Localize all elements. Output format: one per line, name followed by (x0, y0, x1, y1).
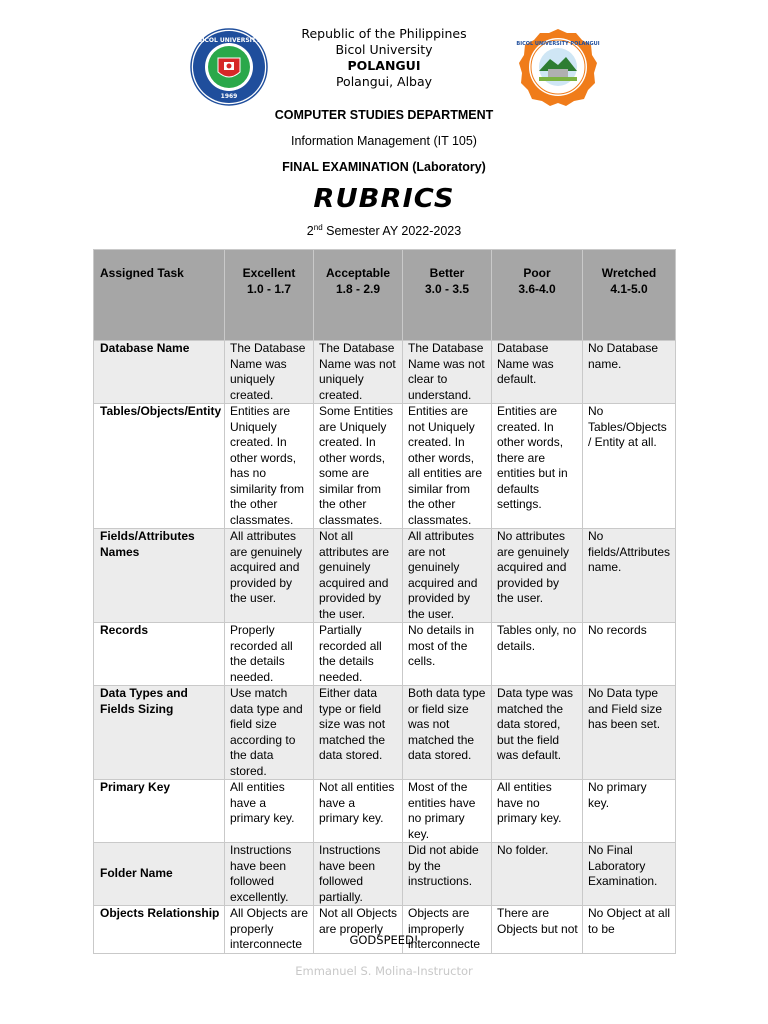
exam-title: FINAL EXAMINATION (Laboratory) (282, 160, 486, 174)
criteria-cell: Not all attributes are genuinely acquired and provided by the user. (314, 529, 403, 623)
criteria-cell: Most of the entities have no primary key. (403, 780, 492, 843)
criteria-cell: No primary key. (583, 780, 676, 843)
criteria-cell: No Tables/Objects / Entity at all. (583, 404, 676, 529)
criteria-cell: There are Objects but not (492, 906, 583, 954)
republic-line: Republic of the Philippines (301, 26, 467, 41)
department-title: COMPUTER STUDIES DEPARTMENT (274, 108, 494, 122)
criteria-cell: Not all entities have a primary key. (314, 780, 403, 843)
task-cell: Primary Key (94, 780, 225, 843)
criteria-cell: Instructions have been followed excellently. (225, 843, 314, 906)
criteria-cell: Both data type or field size was not matched the data stored. (403, 686, 492, 780)
criteria-cell: Instructions have been followed partially. (314, 843, 403, 906)
semester-line (0, 223, 768, 238)
criteria-cell: Use match data type and field size according to the data stored. (225, 686, 314, 780)
criteria-cell: No folder. (492, 843, 583, 906)
column-header-excellent: Excellent 1.0 - 1.7 (225, 250, 314, 341)
criteria-cell: No Database name. (583, 341, 676, 404)
task-cell: Folder Name (94, 843, 225, 906)
task-cell: Fields/Attributes Names (94, 529, 225, 623)
table-row (94, 341, 676, 404)
semester-suffix: nd (313, 223, 323, 232)
course-title: Information Management (IT 105) (291, 134, 477, 148)
svg-text:BICOL UNIVERSITY POLANGUI: BICOL UNIVERSITY POLANGUI (516, 41, 600, 47)
criteria-cell: Objects are improperly interconnecte (403, 906, 492, 954)
table-row (94, 404, 676, 529)
criteria-cell: The Database Name was uniquely created. (225, 341, 314, 404)
criteria-cell: Entities are Uniquely created. In other words, has no similarity from the other classmates. (225, 404, 314, 529)
task-cell: Database Name (94, 341, 225, 404)
criteria-cell: No Final Laboratory Examination. (583, 843, 676, 906)
criteria-cell: Some Entities are Uniquely created. In other words, some are similar from the other classmates. (314, 404, 403, 529)
instructor-footer: Emmanuel S. Molina-Instructor (295, 964, 473, 978)
closing-text: GODSPEED! (349, 933, 419, 947)
column-header-wretched: Wretched 4.1-5.0 (583, 250, 676, 341)
criteria-cell: Did not abide by the instructions. (403, 843, 492, 906)
criteria-cell: Properly recorded all the details needed. (225, 623, 314, 686)
criteria-cell: The Database Name was not clear to understand. (403, 341, 492, 404)
column-header-poor: Poor 3.6-4.0 (492, 250, 583, 341)
svg-text:1969: 1969 (220, 93, 238, 100)
rubric-table (93, 249, 676, 954)
semester-text: Semester AY 2022-2023 (322, 224, 462, 239)
institution-block (0, 26, 768, 90)
task-cell: Objects Relationship (94, 906, 225, 954)
criteria-cell: No attributes are genuinely acquired and provided by the user. (492, 529, 583, 623)
criteria-cell: Entities are created. In other words, there are entities but in defaults settings. (492, 404, 583, 529)
criteria-cell: All entities have a primary key. (225, 780, 314, 843)
task-cell: Tables/Objects/Entity (94, 404, 225, 529)
criteria-cell: Entities are not Uniquely created. In other words, all entities are similar from the other classmates. (403, 404, 492, 529)
campus-line: POLANGUI (347, 58, 421, 73)
criteria-cell: No fields/Attributes name. (583, 529, 676, 623)
table-row (94, 843, 676, 906)
task-cell: Records (94, 623, 225, 686)
criteria-cell: All Objects are properly interconnecte (225, 906, 314, 954)
polangui-campus-seal-icon (515, 28, 601, 106)
criteria-cell: Data type was matched the data stored, but the field was default. (492, 686, 583, 780)
letterhead (0, 0, 768, 110)
criteria-cell: All attributes are genuinely acquired and provided by the user. (225, 529, 314, 623)
table-header-row (94, 250, 676, 341)
address-line: Polangui, Albay (335, 74, 433, 89)
criteria-cell: Database Name was default. (492, 341, 583, 404)
table-row (94, 529, 676, 623)
table-row (94, 780, 676, 843)
criteria-cell: Not all Objects are properly (314, 906, 403, 954)
column-header-better: Better 3.0 - 3.5 (403, 250, 492, 341)
semester-ordinal: 2 (306, 224, 314, 239)
criteria-cell: Partially recorded all the details needed. (314, 623, 403, 686)
criteria-cell: Either data type or field size was not matched the data stored. (314, 686, 403, 780)
criteria-cell: No Data type and Field size has been set. (583, 686, 676, 780)
task-cell: Data Types and Fields Sizing (94, 686, 225, 780)
criteria-cell: All attributes are not genuinely acquired and provided by the user. (403, 529, 492, 623)
column-header-acceptable: Acceptable 1.8 - 2.9 (314, 250, 403, 341)
university-line: Bicol University (335, 42, 433, 57)
criteria-cell: No records (583, 623, 676, 686)
criteria-cell: No Object at all to be (583, 906, 676, 954)
table-row (94, 623, 676, 686)
criteria-cell: All entities have no primary key. (492, 780, 583, 843)
criteria-cell: No details in most of the cells. (403, 623, 492, 686)
rubrics-heading: RUBRICS (313, 184, 455, 214)
column-header-task: Assigned Task (94, 250, 225, 341)
svg-text:BICOL UNIVERSITY: BICOL UNIVERSITY (197, 37, 261, 44)
table-row (94, 686, 676, 780)
criteria-cell: The Database Name was not uniquely created. (314, 341, 403, 404)
criteria-cell: Tables only, no details. (492, 623, 583, 686)
